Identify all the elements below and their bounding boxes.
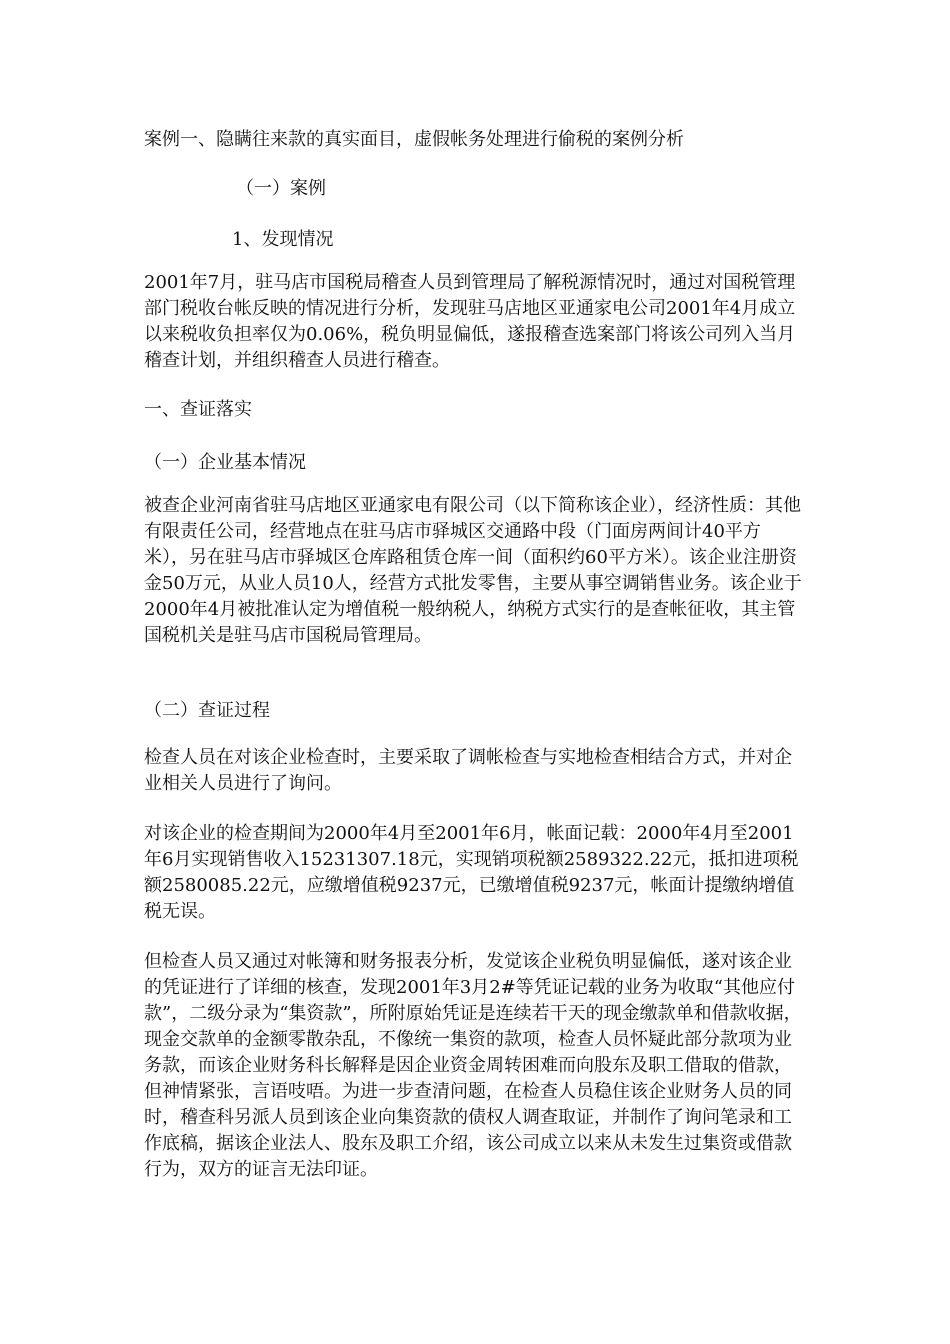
paragraph-process-1: 检查人员在对该企业检查时，主要采取了调帐检查与实地检查相结合方式，并对企业相关人员进行了询问。 (144, 747, 792, 794)
heading-basic-info: （一）企业基本情况 (144, 452, 306, 473)
subsection-found-heading: 1、发现情况 (232, 229, 334, 250)
paragraph-found: 2001年7月，驻马店市国税局稽查人员到管理局了解税源情况时，通过对国税管理部门税收台帐反映的情况进行分析，发现驻马店地区亚通家电公司2001年4月成立以来税收负担率仅为0.06%，税负明显偏低，遂报稽查选案部门将该公司列入当月稽查计划，并组织稽查人员进行稽查。 (144, 272, 796, 371)
section-case-heading: （一）案例 (236, 178, 326, 199)
paragraph-basic-info: 被查企业河南省驻马店地区亚通家电有限公司（以下简称该企业），经济性质：其他有限责任公司，经营地点在驻马店市驿城区交通路中段（门面房两间计40平方米），另在驻马店市驿城区仓库路租赁仓库一间（面积约60平方米）。该企业注册资金50万元，从业人员10人，经营方式批发零售，主要从事空调销售业务。该企业于2000年4月被批准认定为增值税一般纳税人，纳税方式实行的是查帐征收，其主管国税机关是驻马店市国税局管理局。 (144, 495, 802, 646)
document-title: 案例一、隐瞒往来款的真实面目，虚假帐务处理进行偷税的案例分析 (144, 129, 684, 150)
heading-process: （二）查证过程 (144, 700, 270, 721)
paragraph-process-2: 对该企业的检查期间为2000年4月至2001年6月，帐面记载：2000年4月至2001年6月实现销售收入15231307.18元，实现销项税额2589322.22元，抵扣进项税额2580085.22元，应缴增值税9237元，已缴增值税9237元，帐面计提缴纳增值税无误。 (144, 823, 799, 922)
heading-verify: 一、查证落实 (144, 399, 252, 420)
paragraph-process-3: 但检查人员又通过对帐簿和财务报表分析，发觉该企业税负明显偏低，遂对该企业的凭证进行了详细的核查，发现2001年3月2#等凭证记载的业务为收取“其他应付款”，二级分录为“集资款”，所附原始凭证是连续若干天的现金缴款单和借款收据，现金交款单的金额零散杂乱，不像统一集资的款项，检查人员怀疑此部分款项为业务款，而该企业财务科长解释是因企业资金周转困难而向股东及职工借取的借款，但神情紧张，言语吱唔。为进一步查清问题，在检查人员稳住该企业财务人员的同时，稽查科另派人员到该企业向集资款的债权人调查取证，并制作了询问笔录和工作底稿，据该企业法人、股东及职工介绍，该公司成立以来从未发生过集资或借款行为，双方的证言无法印证。 (144, 951, 802, 1180)
